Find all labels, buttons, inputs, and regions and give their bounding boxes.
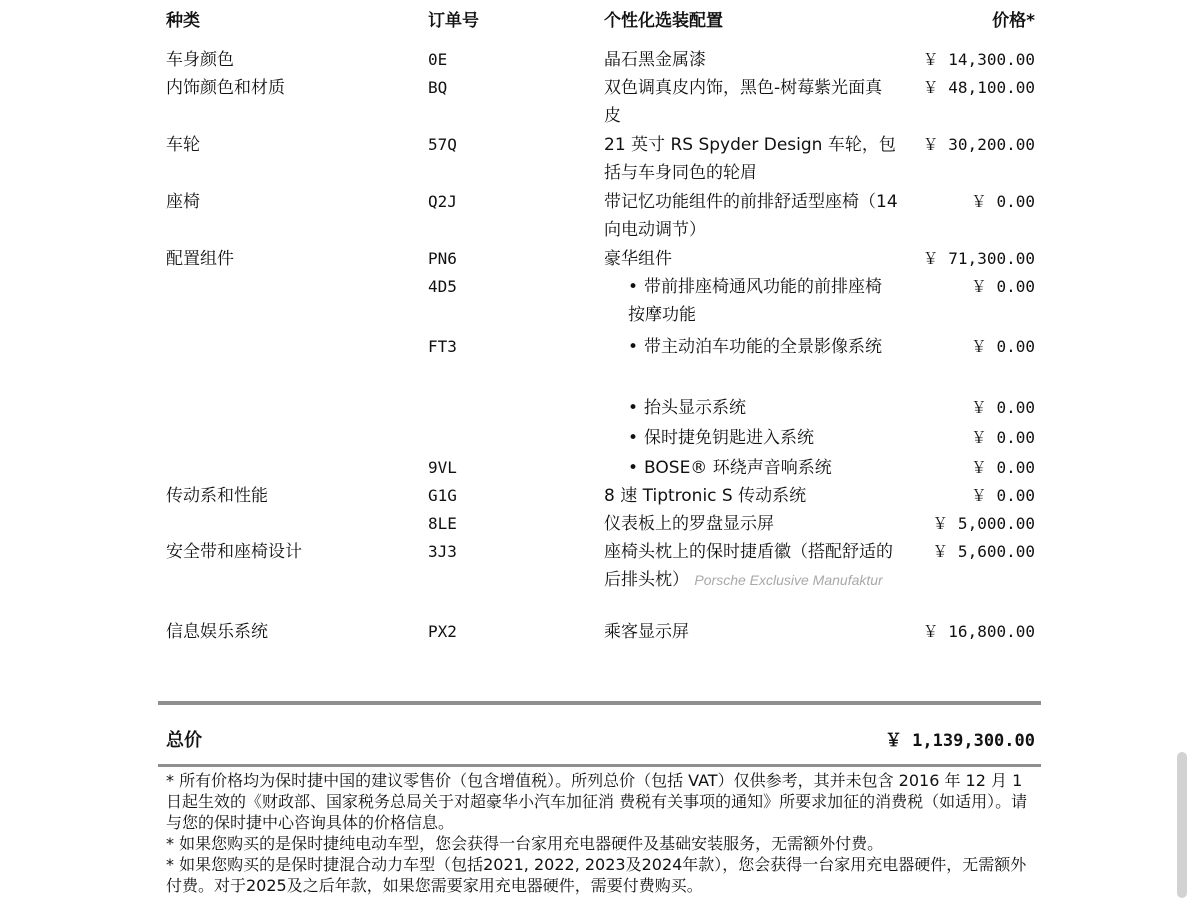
header-price: 价格*: [992, 11, 1035, 31]
row-category: 信息娱乐系统: [166, 622, 268, 642]
row-category: 车身颜色: [166, 50, 234, 70]
row-description-text: 抬头显示系统: [644, 398, 747, 418]
row-description-text: 座椅头枕上的保时捷盾徽（搭配舒适的后排头枕）: [604, 542, 893, 590]
bullet-icon: •: [628, 428, 639, 448]
row-price: ￥ 30,200.00: [922, 135, 1035, 154]
row-price: ￥ 14,300.00: [922, 50, 1035, 69]
row-description: [628, 333, 898, 361]
brand-note: Porsche Exclusive Manufaktur: [694, 572, 883, 588]
row-code: PN6: [428, 249, 457, 268]
row-description: [628, 394, 898, 422]
row-category: 座椅: [166, 192, 200, 212]
row-description-text: BOSE® 环绕声音响系统: [644, 458, 832, 478]
total-divider-bottom: [158, 764, 1041, 767]
table-header: [0, 4, 1200, 30]
row-price: ￥ 0.00: [970, 458, 1035, 477]
row-price: ￥ 0.00: [970, 277, 1035, 296]
row-description: 乘客显示屏: [604, 622, 689, 642]
row-price: ￥ 48,100.00: [922, 78, 1035, 97]
row-description: 8 速 Tiptronic S 传动系统: [604, 486, 807, 506]
row-category: 传动系和性能: [166, 486, 268, 506]
total-value: ￥ 1,139,300.00: [884, 731, 1035, 751]
row-category: 车轮: [166, 135, 200, 155]
row-price: ￥ 0.00: [970, 337, 1035, 356]
row-code: PX2: [428, 622, 457, 641]
footnote: * 如果您购买的是保时捷纯电动车型，您会获得一台家用充电器硬件及基础安装服务，无需额外付费。: [166, 834, 884, 853]
footnote: * 所有价格均为保时捷中国的建议零售价（包含增值税）。所列总价（包括 VAT）仅供参考，其并未包含 2016 年 12 月 1 日起生效的《财政部、国家税务总局关于对超豪华小汽车加征消 费税有关事项的通知》所要求加征的消费税（如适用）。请与您的保时捷中心咨询具体的价格信息。: [166, 771, 1028, 832]
row-price: ￥ 0.00: [970, 486, 1035, 505]
header-order-number: 订单号: [428, 11, 479, 31]
row-code: 57Q: [428, 135, 457, 154]
vertical-scrollbar[interactable]: [1177, 752, 1187, 898]
row-description-text: 带前排座椅通风功能的前排座椅按摩功能: [628, 277, 883, 325]
row-description: [628, 273, 898, 329]
total-divider-top: [158, 701, 1041, 705]
row-code: 9VL: [428, 458, 457, 477]
bullet-icon: •: [628, 277, 639, 297]
header-category: 种类: [166, 11, 200, 31]
total-row: [0, 724, 1200, 754]
row-price: ￥ 5,600.00: [932, 542, 1035, 561]
row-code: BQ: [428, 78, 448, 97]
total-label: 总价: [166, 730, 202, 751]
header-options: 个性化选装配置: [604, 11, 723, 31]
row-code: 8LE: [428, 514, 457, 533]
row-code: Q2J: [428, 192, 457, 211]
row-code: 3J3: [428, 542, 457, 561]
row-price: ￥ 5,000.00: [932, 514, 1035, 533]
footnote: * 如果您购买的是保时捷混合动力车型（包括2021, 2022, 2023及2024年款），您会获得一台家用充电器硬件，无需额外付费。对于2025及之后年款，如果您需要家用充电器硬件，需要付费购买。: [166, 855, 1027, 895]
row-description: [628, 424, 898, 452]
row-description: 21 英寸 RS Spyder Design 车轮，包括与车身同色的轮眉: [604, 135, 896, 183]
row-category: 内饰颜色和材质: [166, 78, 285, 98]
row-code: 0E: [428, 50, 448, 69]
row-category: 配置组件: [166, 249, 234, 269]
row-code: G1G: [428, 486, 457, 505]
row-description: [628, 454, 898, 482]
bullet-icon: •: [628, 458, 639, 478]
bullet-icon: •: [628, 337, 639, 357]
row-description: 仪表板上的罗盘显示屏: [604, 514, 774, 534]
row-price: ￥ 0.00: [970, 398, 1035, 417]
row-description: 带记忆功能组件的前排舒适型座椅（14 向电动调节）: [604, 192, 898, 240]
footnotes: [166, 770, 1036, 896]
row-price: ￥ 0.00: [970, 428, 1035, 447]
bullet-icon: •: [628, 398, 639, 418]
row-price: ￥ 16,800.00: [922, 622, 1035, 641]
row-description-text: 带主动泊车功能的全景影像系统: [644, 337, 883, 357]
row-code: 4D5: [428, 277, 457, 296]
row-description: 双色调真皮内饰，黑色-树莓紫光面真皮: [604, 78, 883, 126]
row-description: [604, 538, 899, 594]
row-description-text: 保时捷免钥匙进入系统: [644, 428, 815, 448]
row-category: 安全带和座椅设计: [166, 542, 302, 562]
row-description: 晶石黑金属漆: [604, 50, 706, 70]
row-price: ￥ 71,300.00: [922, 249, 1035, 268]
row-description: 豪华组件: [604, 249, 672, 269]
row-price: ￥ 0.00: [970, 192, 1035, 211]
row-code: FT3: [428, 337, 457, 356]
